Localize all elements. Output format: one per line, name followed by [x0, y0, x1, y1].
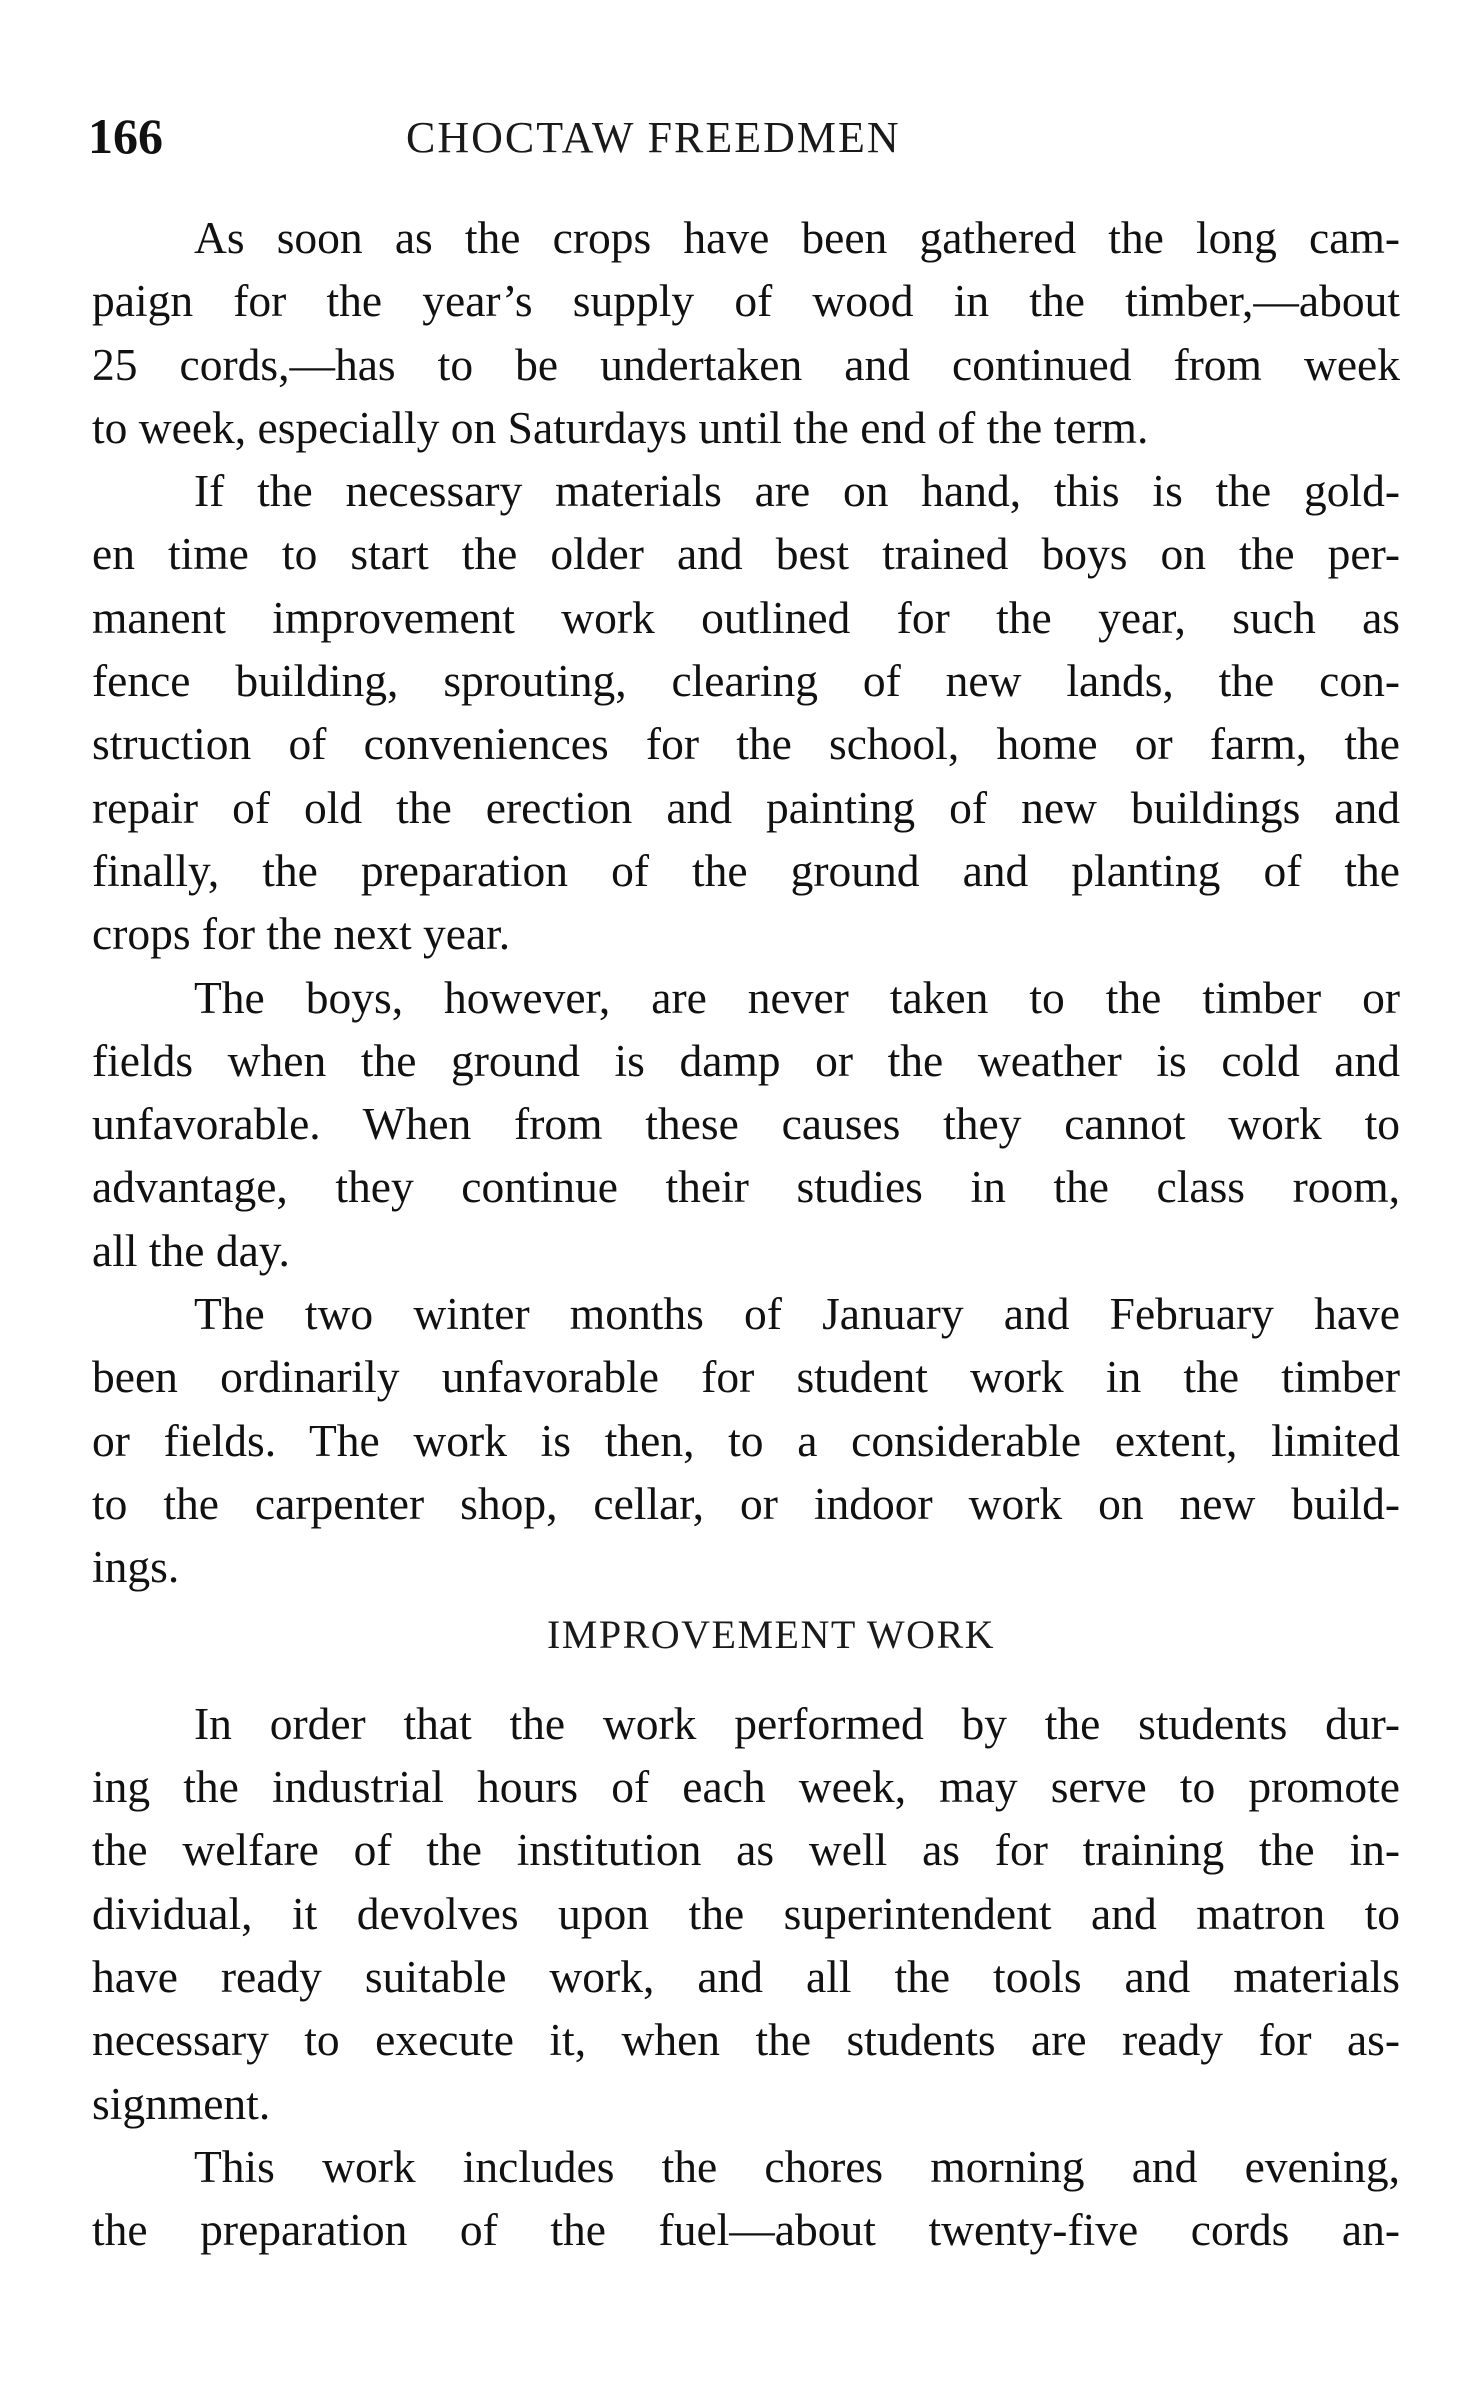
text-line: all the day.: [92, 1224, 290, 1276]
text-line: finally, the preparation of the ground and planting of the: [92, 844, 1400, 896]
text-line: fence building, sprouting, clearing of new lands, the con-: [92, 655, 1400, 707]
text-line: This work includes the chores morning and evening,: [194, 2140, 1400, 2192]
text-line: ing the industrial hours of each week, may serve to promote: [92, 1761, 1400, 1813]
text-line: en time to start the older and best trained boys on the per-: [92, 528, 1400, 580]
body-text: [92, 206, 1400, 2262]
text-line: crops for the next year.: [92, 908, 511, 960]
text-line: unfavorable. When from these causes they cannot work to: [92, 1098, 1400, 1150]
paragraph: [92, 206, 1400, 459]
text-line: advantage, they continue their studies in the class room,: [92, 1161, 1400, 1213]
text-line: the welfare of the institution as well as for training the in-: [92, 1824, 1400, 1876]
text-line: If the necessary materials are on hand, this is the gold-: [194, 465, 1400, 517]
running-title: CHOCTAW FREEDMEN: [406, 113, 901, 162]
paragraph: [92, 2135, 1400, 2262]
text-line: fields when the ground is damp or the weather is cold and: [92, 1034, 1400, 1086]
text-line: struction of conveniences for the school, home or farm, the: [92, 718, 1400, 770]
text-line: manent improvement work outlined for the year, such as: [92, 591, 1400, 643]
section-heading: IMPROVEMENT WORK: [546, 1611, 996, 1657]
text-line: The two winter months of January and February have: [194, 1288, 1400, 1340]
text-line: to week, especially on Saturdays until the end of the term.: [92, 401, 1149, 453]
text-line: the preparation of the fuel—about twenty-five cords an-: [92, 2204, 1400, 2256]
running-head: [88, 108, 1408, 164]
text-line: In order that the work performed by the students dur-: [194, 1697, 1400, 1749]
paragraph: [92, 966, 1400, 1282]
page-number: 166: [88, 108, 163, 164]
text-line: paign for the year’s supply of wood in the timber,—about: [92, 275, 1400, 327]
paragraph: [92, 1692, 1400, 2135]
text-line: As soon as the crops have been gathered the long cam-: [194, 212, 1400, 263]
text-line: have ready suitable work, and all the tools and materials: [92, 1951, 1400, 2003]
paragraph: [92, 1282, 1400, 1598]
text-line: to the carpenter shop, cellar, or indoor work on new build-: [92, 1477, 1400, 1529]
text-line: been ordinarily unfavorable for student work in the timber: [92, 1351, 1400, 1403]
text-line: ings.: [92, 1541, 180, 1593]
text-line: or fields. The work is then, to a considerable extent, limited: [92, 1414, 1400, 1466]
text-line: 25 cords,—has to be undertaken and continued from week: [92, 338, 1400, 390]
text-line: The boys, however, are never taken to the timber or: [194, 971, 1400, 1023]
text-line: necessary to execute it, when the students are ready for as-: [92, 2014, 1400, 2066]
text-line: dividual, it devolves upon the superintendent and matron to: [92, 1887, 1400, 1939]
text-line: repair of old the erection and painting of new buildings and: [92, 781, 1400, 833]
text-line: signment.: [92, 2077, 271, 2129]
paragraph: [92, 459, 1400, 965]
